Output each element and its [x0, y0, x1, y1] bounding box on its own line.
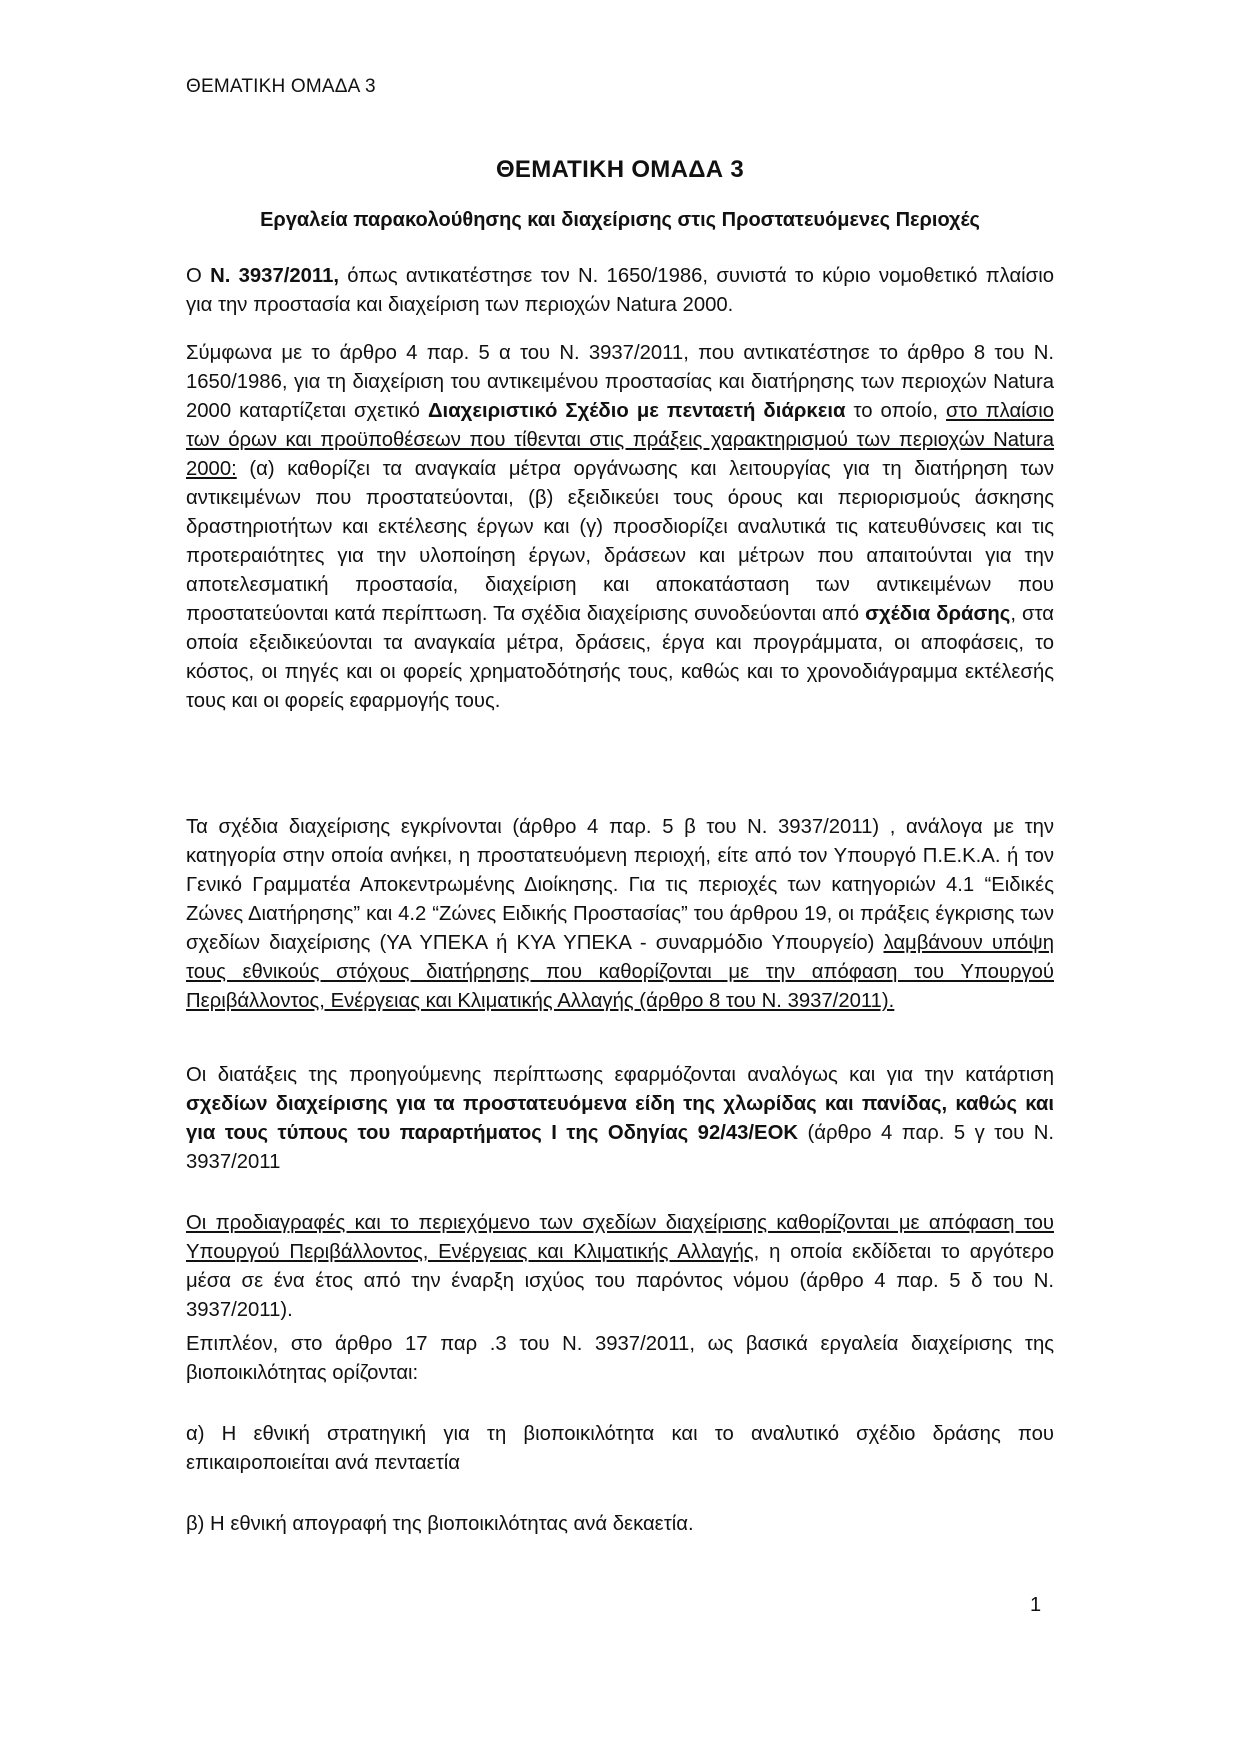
law-reference-bold: Ν. 3937/2011, [210, 265, 340, 287]
page-number: 1 [1030, 1594, 1042, 1616]
paragraph-biodiversity-tools [186, 1330, 1054, 1388]
text-run: Οι διατάξεις της προηγούμενης περίπτωσης εφαρμόζονται αναλόγως και για την κατάρτιση [186, 1064, 1054, 1086]
text-run: (άρθρο 4 παρ. 5 γ του Ν. 3937/2011 [186, 1122, 1054, 1173]
list-item-national-inventory [186, 1510, 1054, 1539]
text-run: Ο [186, 265, 211, 287]
text-run: , η οποία εκδίδεται το αργότερο μέσα σε ένα έτος από την έναρξη ισχύος του παρόντος νόμου (άρθρο 4 παρ. 5 δ του Ν. 3937/2011). [186, 1241, 1054, 1321]
text-run: όπως αντικατέστησε τον Ν. 1650/1986, συνιστά το κύριο νομοθετικό πλαίσιο για την προστασία και διαχείριση των περιοχών Natura 2000. [186, 265, 1054, 316]
underlined-text: Οι προδιαγραφές και το περιεχόμενο των σχεδίων διαχείρισης καθορίζονται με απόφαση του Υπουργού Περιβάλλοντος, Ενέργειας και Κλιματικής Αλλαγής [186, 1212, 1054, 1263]
action-plans-bold: σχέδια δράσης [865, 603, 1011, 625]
paragraph-species-plans [186, 1061, 1054, 1177]
text-run: (α) καθορίζει τα αναγκαία μέτρα οργάνωσης και λειτουργίας για τη διατήρηση των αντικειμένων που προστατεύονται, (β) εξειδικεύει τους όρους και περιορισμούς άσκησης δραστηριοτήτων και εκτέλεσης έργων και (γ) προσδιορίζει αναλυτικά τις κατευθύνσεις και τις προτεραιότητες για την υλοποίηση έργων, δράσεων και μέτρων που απαιτούνται για την αποτελεσματική προστασία, διαχείριση και αποκατάσταση των αντικειμένων που προστατεύονται κατά περίπτωση. Τα σχέδια διαχείρισης συνοδεύονται από [186, 458, 1054, 625]
page-title: ΘΕΜΑΤΙΚΗ ΟΜΑΔΑ 3 [495, 156, 745, 183]
text-run: Τα σχέδια διαχείρισης εγκρίνονται (άρθρο 4 παρ. 5 β του Ν. 3937/2011) , ανάλογα με την κατηγορία στην οποία ανήκει, η προστατευόμενη περιοχή, είτε από τον Υπουργό Π.Ε.Κ.Α. ή τον Γενικό Γραμματέα Αποκεντρωμένης Διοίκησης. Για τις περιοχές των κατηγοριών 4.1 “Ειδικές Ζώνες Διατήρησης” και 4.2 “Ζώνες Ειδικής Προστασίας” του άρθρου 19, οι πράξεις έγκρισης των σχεδίων διαχείρισης (ΥΑ ΥΠΕΚΑ ή ΚΥΑ ΥΠΕΚΑ - συναρμόδιο Υπουργείο) [186, 816, 1054, 954]
text-run: το οποίο, [845, 400, 947, 422]
management-plan-bold: Διαχειριστικό Σχέδιο με πενταετή διάρκεια [427, 400, 846, 422]
text-run: Σύμφωνα με το άρθρο 4 παρ. 5 α του Ν. 3937/2011, που αντικατέστησε το άρθρο 8 του Ν. 1650/1986, για τη διαχείριση του αντικειμένου προστασίας και διατήρησης των περιοχών Natura 2000 καταρτίζεται σχετικό [186, 342, 1054, 422]
text-run: β) Η εθνική απογραφή της βιοποικιλότητας ανά δεκαετία. [186, 1513, 694, 1535]
page-subtitle: Εργαλεία παρακολούθησης και διαχείρισης στις Προστατευόμενες Περιοχές [260, 209, 980, 231]
paragraph-plan-approval [186, 813, 1054, 1016]
running-header: ΘΕΜΑΤΙΚΗ ΟΜΑΔΑ 3 [186, 76, 376, 97]
text-run: , στα οποία εξειδικεύονται τα αναγκαία μέτρα, δράσεις, έργα και προγράμματα, οι αποφάσεις, το κόστος, οι πηγές και οι φορείς χρηματοδότησής τους, καθώς και το χρονοδιάγραμμα εκτέλεσής τους και οι φορείς εφαρμογής τους. [186, 603, 1054, 712]
paragraph-management-plan [186, 339, 1054, 716]
species-plans-bold: σχεδίων διαχείρισης για τα προστατευόμενα είδη της χλωρίδας και πανίδας, καθώς και για τους τύπους του παραρτήματος Ι της Οδηγίας 92/43/ΕΟΚ [186, 1093, 1054, 1144]
text-run: α) Η εθνική στρατηγική για τη βιοποικιλότητα και το αναλυτικό σχέδιο δράσης που επικαιροποιείται ανά πενταετία [186, 1423, 1054, 1474]
list-item-national-strategy [186, 1420, 1054, 1478]
underlined-text: λαμβάνουν υπόψη τους εθνικούς στόχους διατήρησης που καθορίζονται με την απόφαση του Υπουργού Περιβάλλοντος, Ενέργειας και Κλιματικής Αλλαγής (άρθρο 8 του Ν. 3937/2011). [186, 932, 1054, 1012]
paragraph-legal-framework [186, 262, 1054, 320]
paragraph-specifications [186, 1209, 1054, 1325]
text-run: Επιπλέον, στο άρθρο 17 παρ .3 του Ν. 3937/2011, ως βασικά εργαλεία διαχείρισης της βιοποικιλότητας ορίζονται: [186, 1333, 1054, 1384]
underlined-text: στο πλαίσιο των όρων και προϋποθέσεων που τίθενται στις πράξεις χαρακτηρισμού των περιοχών Natura 2000: [186, 400, 1054, 480]
